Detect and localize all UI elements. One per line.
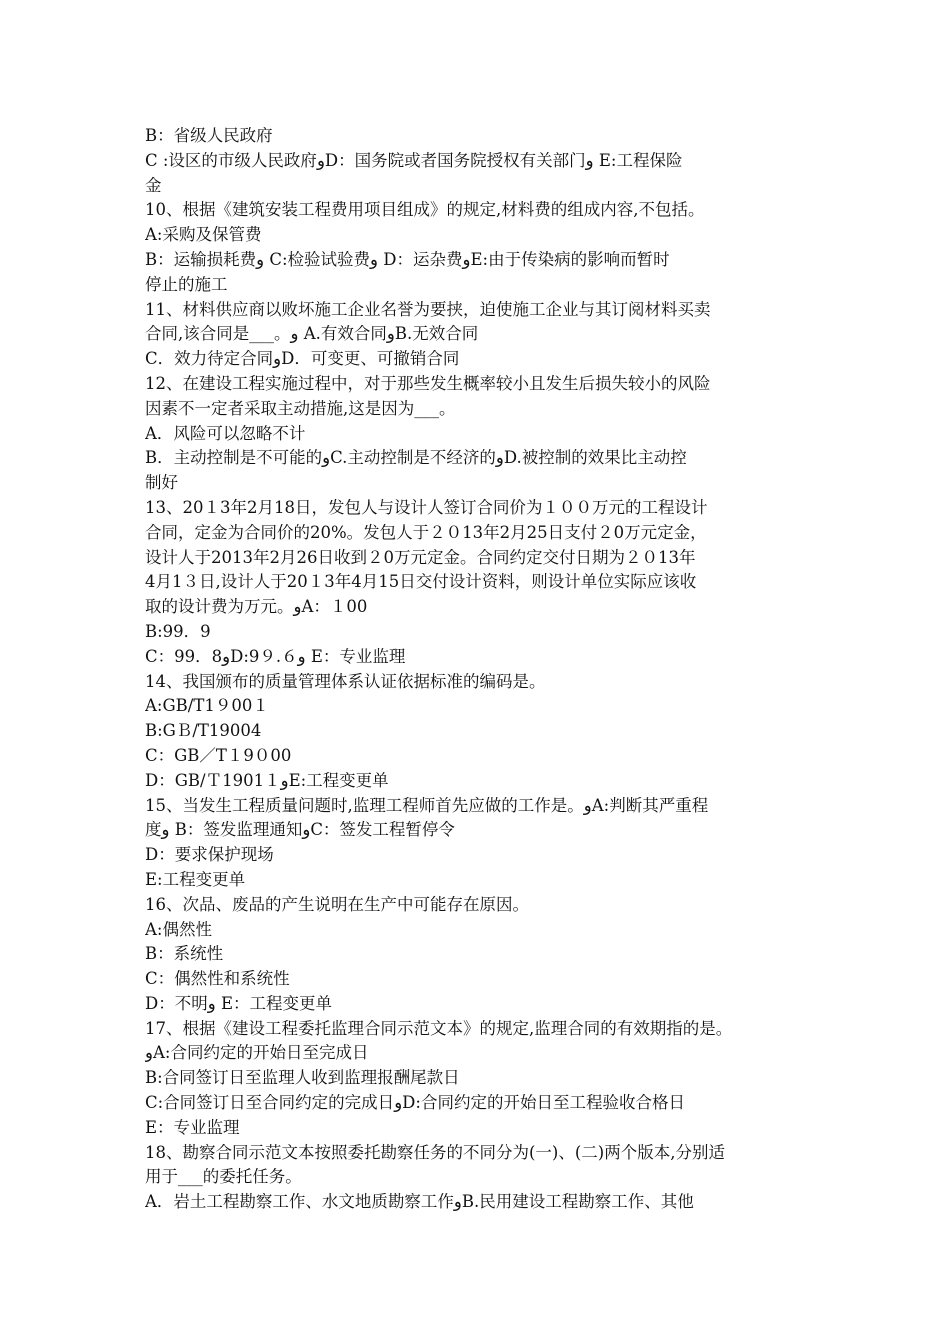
text-line: 因素不一定者采取主动措施,这是因为___。 (145, 398, 456, 418)
text-line: B：省级人民政府 (145, 126, 273, 145)
text-line: 停止的施工 (145, 274, 228, 294)
text-line: B：系统性 (145, 944, 224, 964)
question-17: 17、根据《建设工程委托监理合同示范文本》的规定,监理合同的有效期指的是。 (145, 1018, 733, 1038)
question-15: 15、当发生工程质量问题时,监理工程师首先应做的工作是。وA:判断其严重程 (145, 795, 709, 815)
text-line: C．效力待定合同وD．可变更、可撤销合同 (145, 349, 460, 369)
text-line: B:99．9 (145, 621, 211, 641)
text-line: 合同,该合同是___。و A.有效合同وB.无效合同 (145, 324, 479, 344)
text-line: 金 (145, 175, 162, 195)
question-18: 18、勘察合同示范文本按照委托勘察任务的不同分为(一)、(二)两个版本,分别适 (145, 1142, 725, 1162)
text-line: C：偶然性和系统性 (145, 969, 290, 989)
text-line: C:合同签订日至合同约定的完成日وD:合同约定的开始日至工程验收合格日 (145, 1093, 685, 1113)
text-line: 设计人于2013年2月26日收到２0万元定金。合同约定交付日期为２０13年 (145, 547, 696, 567)
text-line: A:偶然性 (145, 919, 212, 939)
text-line: C :设区的市级人民政府وD：国务院或者国务院授权有关部门و E:工程保险 (145, 150, 683, 170)
text-line: D：不明و E：工程变更单 (145, 993, 332, 1013)
text-line: D：GB/Ｔ1901１وE:工程变更单 (145, 770, 389, 790)
text-line: 合同，定金为合同价的20%。发包人于２０13年2月25日支付２0万元定金， (145, 522, 707, 542)
question-13: 13、20１3年2月18日，发包人与设计人签订合同价为１００万元的工程设计 (145, 497, 708, 517)
text-line: E：专业监理 (145, 1117, 240, 1137)
question-16: 16、次品、废品的产生说明在生产中可能存在原因。 (145, 894, 529, 914)
text-line: D：要求保护现场 (145, 845, 274, 865)
text-line: B:合同签订日至监理人收到监理报酬尾款日 (145, 1068, 460, 1088)
text-line: C：99．8وD:9９.６و E：专业监理 (145, 646, 406, 666)
text-line: وA:合同约定的开始日至完成日 (145, 1043, 369, 1063)
text-line: B:GＢ/T19004 (145, 721, 262, 741)
question-12: 12、在建设工程实施过程中，对于那些发生概率较小且发生后损失较小的风险 (145, 373, 711, 393)
document-body (145, 124, 825, 1215)
text-line: B．主动控制是不可能的وC.主动控制是不经济的وD.被控制的效果比主动控 (145, 448, 687, 468)
text-line: 度و B：签发监理通知وC：签发工程暂停令 (145, 820, 455, 840)
text-line: A:GB/T1９00１ (145, 696, 269, 716)
text-line: E:工程变更单 (145, 869, 246, 889)
text-line: 制好 (145, 473, 178, 493)
question-14: 14、我国颁布的质量管理体系认证依据标准的编码是。 (145, 671, 546, 691)
question-10: 10、根据《建筑安装工程费用项目组成》的规定,材料费的组成内容,不包括。 (145, 200, 705, 220)
question-11: 11、材料供应商以败坏施工企业名誉为要挟，迫使施工企业与其订阅材料买卖 (145, 299, 711, 319)
text-line: B：运输损耗费و C:检验试验费و D：运杂费وE:由于传染病的影响而暂时 (145, 249, 670, 269)
text-line: A:采购及保管费 (145, 225, 262, 245)
text-line: 用于___的委托任务。 (145, 1167, 302, 1187)
text-line: 4月1３日,设计人于20１3年4月15日交付设计资料，则设计单位实际应该收 (145, 572, 697, 592)
text-line: 取的设计费为万元。وA：１00 (145, 597, 368, 617)
text-line: A．风险可以忽略不计 (145, 423, 306, 443)
text-line: A．岩土工程勘察工作、水文地质勘察工作وB.民用建设工程勘察工作、其他 (145, 1192, 694, 1212)
text-line: C：GB／T１9０00 (145, 745, 292, 765)
